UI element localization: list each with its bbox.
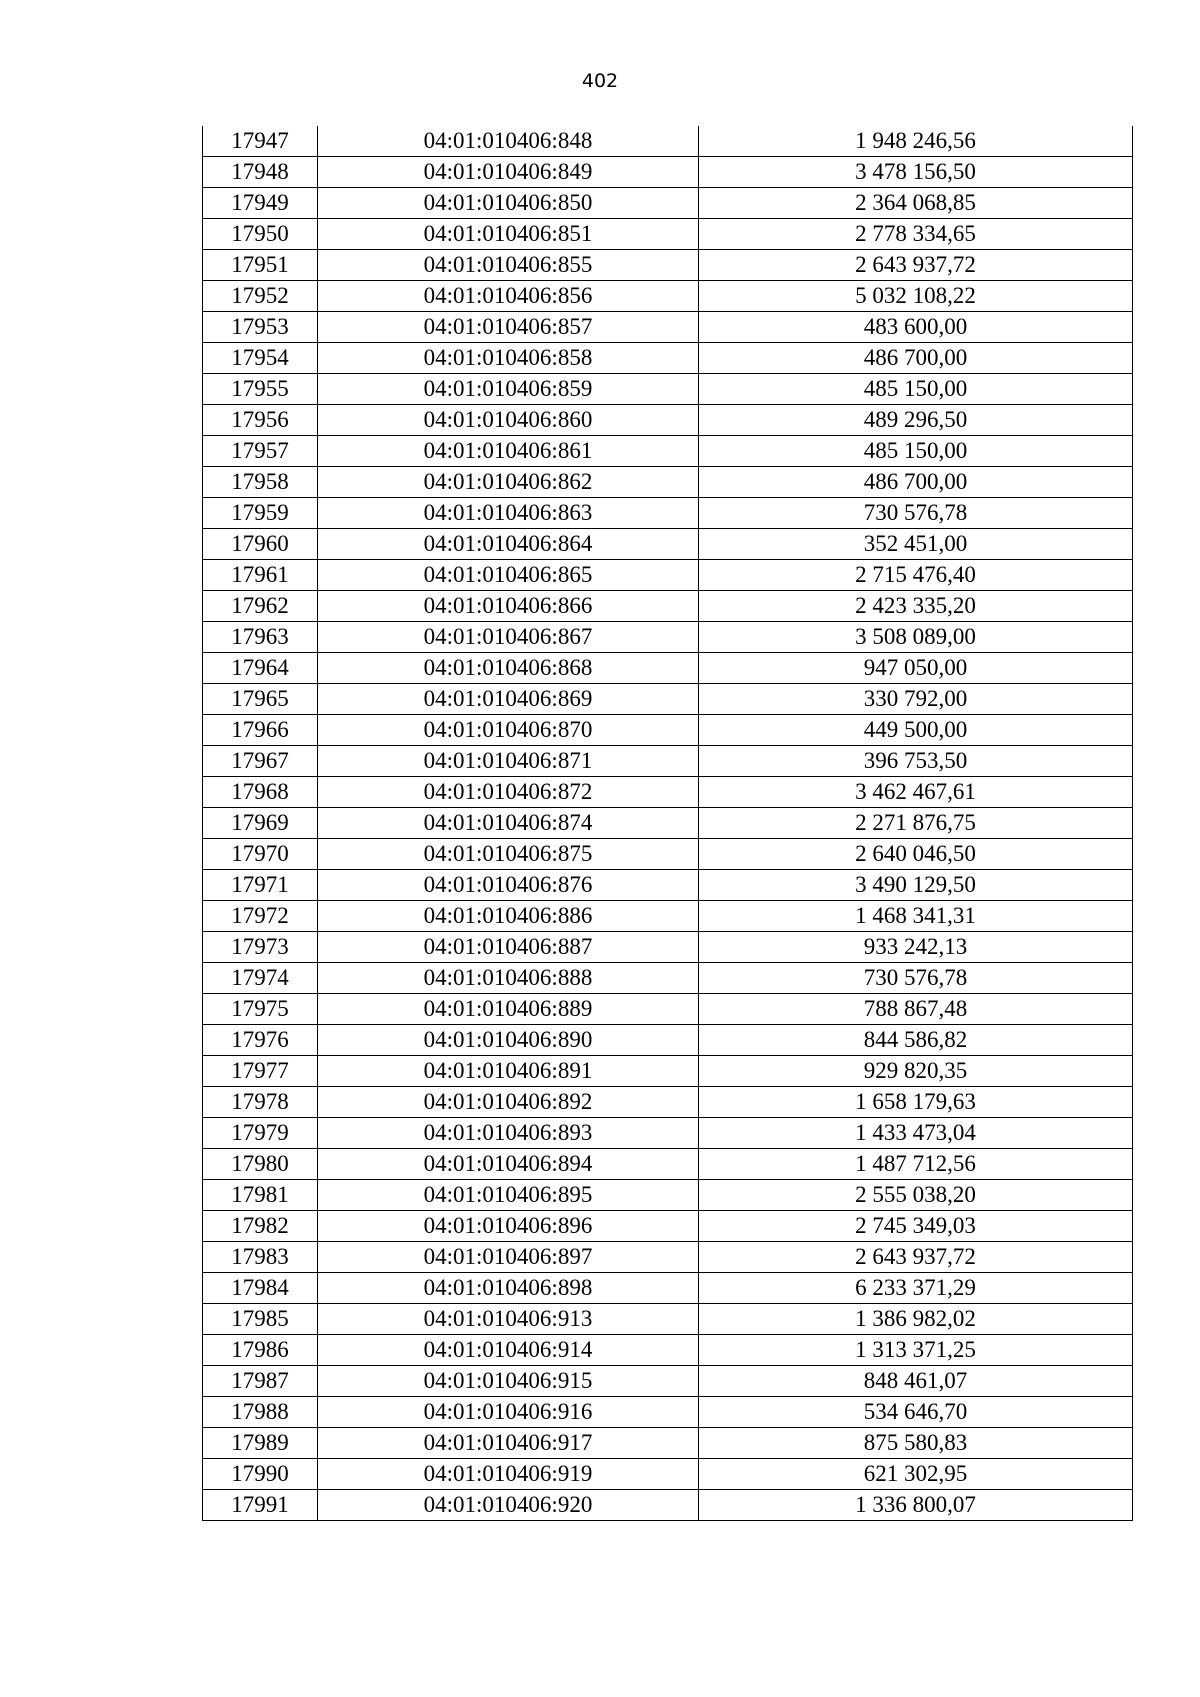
table-row (203, 281, 1133, 312)
value-cell: 5 032 108,22 (699, 281, 1133, 312)
value-cell: 621 302,95 (699, 1459, 1133, 1490)
cadastral-number-cell: 04:01:010406:871 (318, 746, 699, 777)
row-number-cell: 17963 (203, 622, 318, 653)
row-number-cell: 17957 (203, 436, 318, 467)
row-number-cell: 17961 (203, 560, 318, 591)
table-row (203, 560, 1133, 591)
value-cell: 2 745 349,03 (699, 1211, 1133, 1242)
value-cell: 534 646,70 (699, 1397, 1133, 1428)
row-number-cell: 17991 (203, 1490, 318, 1521)
table-row (203, 994, 1133, 1025)
table-row (203, 1180, 1133, 1211)
cadastral-number-cell: 04:01:010406:861 (318, 436, 699, 467)
table-row (203, 777, 1133, 808)
value-cell: 2 643 937,72 (699, 1242, 1133, 1273)
cadastral-number-cell: 04:01:010406:914 (318, 1335, 699, 1366)
cadastral-number-cell: 04:01:010406:876 (318, 870, 699, 901)
value-cell: 875 580,83 (699, 1428, 1133, 1459)
cadastral-number-cell: 04:01:010406:920 (318, 1490, 699, 1521)
row-number-cell: 17970 (203, 839, 318, 870)
table-row (203, 1087, 1133, 1118)
value-cell: 3 478 156,50 (699, 157, 1133, 188)
value-cell: 2 423 335,20 (699, 591, 1133, 622)
cadastral-number-cell: 04:01:010406:887 (318, 932, 699, 963)
value-cell: 1 948 246,56 (699, 126, 1133, 157)
value-cell: 929 820,35 (699, 1056, 1133, 1087)
table-row (203, 808, 1133, 839)
cadastral-number-cell: 04:01:010406:864 (318, 529, 699, 560)
row-number-cell: 17972 (203, 901, 318, 932)
cadastral-number-cell: 04:01:010406:889 (318, 994, 699, 1025)
value-cell: 2 640 046,50 (699, 839, 1133, 870)
cadastral-number-cell: 04:01:010406:915 (318, 1366, 699, 1397)
value-cell: 3 508 089,00 (699, 622, 1133, 653)
row-number-cell: 17974 (203, 963, 318, 994)
row-number-cell: 17956 (203, 405, 318, 436)
table-row (203, 188, 1133, 219)
table-row (203, 1056, 1133, 1087)
value-cell: 486 700,00 (699, 343, 1133, 374)
cadastral-number-cell: 04:01:010406:893 (318, 1118, 699, 1149)
table-row (203, 1118, 1133, 1149)
table-row (203, 715, 1133, 746)
table-row (203, 436, 1133, 467)
row-number-cell: 17971 (203, 870, 318, 901)
table-row (203, 529, 1133, 560)
row-number-cell: 17982 (203, 1211, 318, 1242)
cadastral-number-cell: 04:01:010406:888 (318, 963, 699, 994)
value-cell: 486 700,00 (699, 467, 1133, 498)
row-number-cell: 17954 (203, 343, 318, 374)
row-number-cell: 17990 (203, 1459, 318, 1490)
value-cell: 730 576,78 (699, 963, 1133, 994)
row-number-cell: 17947 (203, 126, 318, 157)
row-number-cell: 17985 (203, 1304, 318, 1335)
row-number-cell: 17948 (203, 157, 318, 188)
cadastral-number-cell: 04:01:010406:848 (318, 126, 699, 157)
cadastral-number-cell: 04:01:010406:919 (318, 1459, 699, 1490)
cadastral-number-cell: 04:01:010406:850 (318, 188, 699, 219)
cadastral-number-cell: 04:01:010406:892 (318, 1087, 699, 1118)
cadastral-table (202, 126, 1133, 1521)
cadastral-number-cell: 04:01:010406:869 (318, 684, 699, 715)
table-row (203, 870, 1133, 901)
cadastral-number-cell: 04:01:010406:916 (318, 1397, 699, 1428)
table-row (203, 1025, 1133, 1056)
table-row (203, 126, 1133, 157)
value-cell: 1 468 341,31 (699, 901, 1133, 932)
row-number-cell: 17952 (203, 281, 318, 312)
row-number-cell: 17973 (203, 932, 318, 963)
value-cell: 848 461,07 (699, 1366, 1133, 1397)
row-number-cell: 17953 (203, 312, 318, 343)
row-number-cell: 17983 (203, 1242, 318, 1273)
cadastral-number-cell: 04:01:010406:917 (318, 1428, 699, 1459)
value-cell: 1 313 371,25 (699, 1335, 1133, 1366)
row-number-cell: 17979 (203, 1118, 318, 1149)
row-number-cell: 17966 (203, 715, 318, 746)
cadastral-number-cell: 04:01:010406:872 (318, 777, 699, 808)
row-number-cell: 17949 (203, 188, 318, 219)
table-row (203, 1397, 1133, 1428)
table-row (203, 746, 1133, 777)
table-body (203, 126, 1133, 1521)
table-row (203, 219, 1133, 250)
value-cell: 2 643 937,72 (699, 250, 1133, 281)
table-row (203, 312, 1133, 343)
table-row (203, 1366, 1133, 1397)
table-row (203, 374, 1133, 405)
page-number: 402 (581, 70, 619, 92)
row-number-cell: 17950 (203, 219, 318, 250)
value-cell: 483 600,00 (699, 312, 1133, 343)
cadastral-number-cell: 04:01:010406:897 (318, 1242, 699, 1273)
row-number-cell: 17960 (203, 529, 318, 560)
value-cell: 2 715 476,40 (699, 560, 1133, 591)
cadastral-number-cell: 04:01:010406:849 (318, 157, 699, 188)
table-row (203, 1304, 1133, 1335)
table-row (203, 1490, 1133, 1521)
cadastral-number-cell: 04:01:010406:874 (318, 808, 699, 839)
row-number-cell: 17959 (203, 498, 318, 529)
cadastral-number-cell: 04:01:010406:913 (318, 1304, 699, 1335)
cadastral-number-cell: 04:01:010406:868 (318, 653, 699, 684)
table-row (203, 963, 1133, 994)
row-number-cell: 17987 (203, 1366, 318, 1397)
cadastral-number-cell: 04:01:010406:860 (318, 405, 699, 436)
table-row (203, 343, 1133, 374)
table-row (203, 901, 1133, 932)
table-row (203, 1273, 1133, 1304)
value-cell: 1 658 179,63 (699, 1087, 1133, 1118)
value-cell: 1 487 712,56 (699, 1149, 1133, 1180)
row-number-cell: 17969 (203, 808, 318, 839)
row-number-cell: 17964 (203, 653, 318, 684)
row-number-cell: 17976 (203, 1025, 318, 1056)
table-row (203, 684, 1133, 715)
row-number-cell: 17958 (203, 467, 318, 498)
table-row (203, 1149, 1133, 1180)
value-cell: 2 778 334,65 (699, 219, 1133, 250)
value-cell: 489 296,50 (699, 405, 1133, 436)
cadastral-number-cell: 04:01:010406:862 (318, 467, 699, 498)
row-number-cell: 17967 (203, 746, 318, 777)
table-row (203, 653, 1133, 684)
cadastral-number-cell: 04:01:010406:858 (318, 343, 699, 374)
cadastral-number-cell: 04:01:010406:875 (318, 839, 699, 870)
value-cell: 449 500,00 (699, 715, 1133, 746)
row-number-cell: 17978 (203, 1087, 318, 1118)
row-number-cell: 17984 (203, 1273, 318, 1304)
cadastral-number-cell: 04:01:010406:857 (318, 312, 699, 343)
value-cell: 947 050,00 (699, 653, 1133, 684)
cadastral-number-cell: 04:01:010406:863 (318, 498, 699, 529)
table-row (203, 591, 1133, 622)
table-row (203, 839, 1133, 870)
cadastral-number-cell: 04:01:010406:855 (318, 250, 699, 281)
value-cell: 730 576,78 (699, 498, 1133, 529)
table-row (203, 1211, 1133, 1242)
cadastral-number-cell: 04:01:010406:867 (318, 622, 699, 653)
row-number-cell: 17968 (203, 777, 318, 808)
value-cell: 330 792,00 (699, 684, 1133, 715)
cadastral-number-cell: 04:01:010406:859 (318, 374, 699, 405)
table-row (203, 467, 1133, 498)
row-number-cell: 17955 (203, 374, 318, 405)
cadastral-number-cell: 04:01:010406:856 (318, 281, 699, 312)
value-cell: 788 867,48 (699, 994, 1133, 1025)
table-row (203, 1428, 1133, 1459)
cadastral-number-cell: 04:01:010406:895 (318, 1180, 699, 1211)
value-cell: 1 386 982,02 (699, 1304, 1133, 1335)
row-number-cell: 17975 (203, 994, 318, 1025)
value-cell: 3 462 467,61 (699, 777, 1133, 808)
row-number-cell: 17977 (203, 1056, 318, 1087)
cadastral-number-cell: 04:01:010406:886 (318, 901, 699, 932)
value-cell: 3 490 129,50 (699, 870, 1133, 901)
table-row (203, 1335, 1133, 1366)
cadastral-number-cell: 04:01:010406:851 (318, 219, 699, 250)
value-cell: 844 586,82 (699, 1025, 1133, 1056)
cadastral-number-cell: 04:01:010406:891 (318, 1056, 699, 1087)
value-cell: 933 242,13 (699, 932, 1133, 963)
cadastral-number-cell: 04:01:010406:866 (318, 591, 699, 622)
value-cell: 1 336 800,07 (699, 1490, 1133, 1521)
cadastral-number-cell: 04:01:010406:898 (318, 1273, 699, 1304)
value-cell: 485 150,00 (699, 436, 1133, 467)
value-cell: 2 364 068,85 (699, 188, 1133, 219)
value-cell: 485 150,00 (699, 374, 1133, 405)
table-row (203, 622, 1133, 653)
table-row (203, 1242, 1133, 1273)
value-cell: 396 753,50 (699, 746, 1133, 777)
table-row (203, 157, 1133, 188)
value-cell: 2 271 876,75 (699, 808, 1133, 839)
row-number-cell: 17980 (203, 1149, 318, 1180)
table-row (203, 1459, 1133, 1490)
cadastral-number-cell: 04:01:010406:870 (318, 715, 699, 746)
table-row (203, 932, 1133, 963)
value-cell: 352 451,00 (699, 529, 1133, 560)
table-row (203, 498, 1133, 529)
table-row (203, 250, 1133, 281)
cadastral-number-cell: 04:01:010406:865 (318, 560, 699, 591)
row-number-cell: 17981 (203, 1180, 318, 1211)
value-cell: 2 555 038,20 (699, 1180, 1133, 1211)
value-cell: 1 433 473,04 (699, 1118, 1133, 1149)
table-row (203, 405, 1133, 436)
row-number-cell: 17986 (203, 1335, 318, 1366)
cadastral-number-cell: 04:01:010406:890 (318, 1025, 699, 1056)
row-number-cell: 17989 (203, 1428, 318, 1459)
cadastral-number-cell: 04:01:010406:896 (318, 1211, 699, 1242)
cadastral-number-cell: 04:01:010406:894 (318, 1149, 699, 1180)
row-number-cell: 17988 (203, 1397, 318, 1428)
value-cell: 6 233 371,29 (699, 1273, 1133, 1304)
row-number-cell: 17951 (203, 250, 318, 281)
row-number-cell: 17965 (203, 684, 318, 715)
row-number-cell: 17962 (203, 591, 318, 622)
